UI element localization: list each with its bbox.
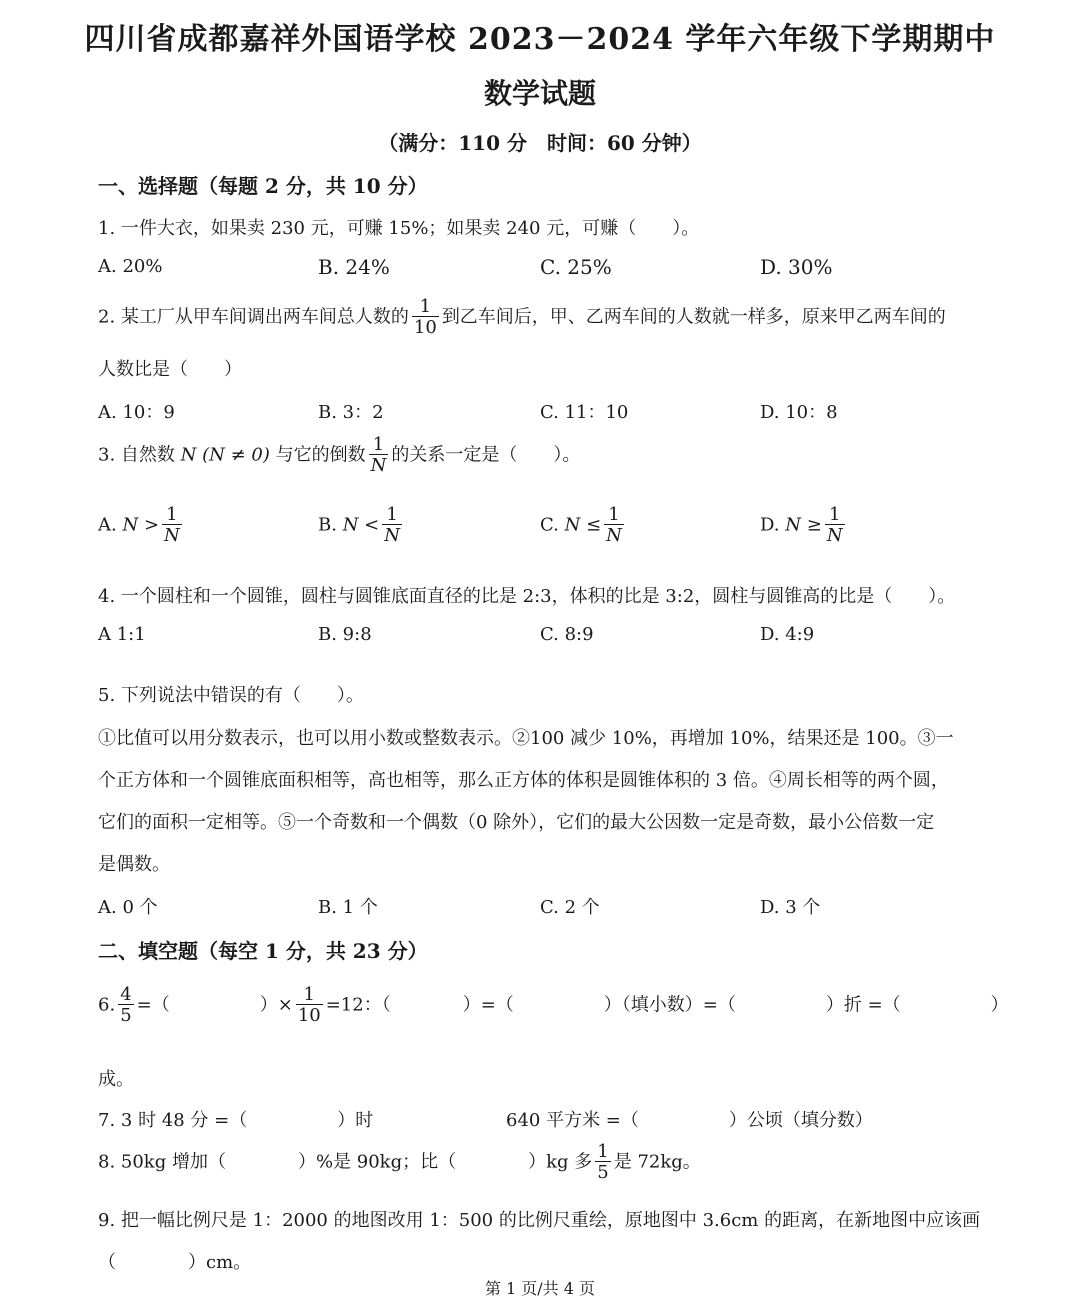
q1-option-d: D. 30% xyxy=(760,255,833,279)
q3-d-label: D. xyxy=(760,514,780,536)
q4-option-c: C. 8:9 xyxy=(540,624,594,645)
q3-c-expr: N ≤ xyxy=(564,514,602,536)
exam-title: 四川省成都嘉祥外国语学校 2023－2024 学年六年级下学期期中 xyxy=(84,22,996,57)
q8-fraction xyxy=(595,1143,610,1182)
page-footer: 第 1 页/共 4 页 xyxy=(484,1279,596,1298)
exam-subtitle: 数学试题 xyxy=(483,77,596,110)
question-9-line2: （ ）cm。 xyxy=(98,1252,252,1273)
q6-frac2-den: 10 xyxy=(297,1005,321,1026)
q4-option-a: A 1:1 xyxy=(98,624,146,645)
q2-option-a: A. 10：9 xyxy=(98,402,175,423)
q4-option-b: B. 9:8 xyxy=(318,624,372,645)
q2-option-d: D. 10：8 xyxy=(760,402,838,423)
q5-option-a: A. 0 个 xyxy=(98,897,158,918)
q5-statement-line: 个正方体和一个圆锥底面积相等，高也相等，那么正方体的体积是圆锥体积的 3 倍。④周长相等的两个圆， xyxy=(98,770,949,791)
question-1: 1. 一件大衣，如果卖 230 元，可赚 15%；如果卖 240 元，可赚（ ）。 xyxy=(98,218,700,239)
q8-text-after: 是 72kg。 xyxy=(613,1151,701,1173)
q6-frac2-num: 1 xyxy=(303,984,315,1005)
q5-option-c: C. 2 个 xyxy=(540,897,600,918)
q6-frac1-num: 4 xyxy=(120,984,132,1005)
q3-option-d xyxy=(760,506,848,545)
q5-option-d: D. 3 个 xyxy=(760,897,821,918)
q8-frac-den: 5 xyxy=(597,1162,609,1183)
q6-frac1-den: 5 xyxy=(120,1005,132,1026)
q2-text-before: 2. 某工厂从甲车间调出两车间总人数的 xyxy=(98,306,409,328)
q2-frac-den: 10 xyxy=(413,317,437,338)
q3-option-c xyxy=(540,506,627,545)
q3-a-expr: N > xyxy=(122,514,160,536)
q5-option-b: B. 1 个 xyxy=(318,897,378,918)
q5-statement-line: 它们的面积一定相等。⑤一个奇数和一个偶数（0 除外），它们的最大公因数一定是奇数，最小公倍数一定 xyxy=(98,812,935,833)
q3-a-den: N xyxy=(164,525,180,546)
q3-frac-num: 1 xyxy=(372,434,385,455)
q2-text-after: 到乙车间后，甲、乙两车间的人数就一样多，原来甲乙两车间的 xyxy=(441,306,946,328)
q3-b-den: N xyxy=(384,525,400,546)
q3-fraction xyxy=(369,436,389,475)
q6-label: 6. xyxy=(98,994,116,1016)
q4-option-d: D. 4:9 xyxy=(760,624,815,645)
question-7-left: 7. 3 时 48 分 =（ ）时 xyxy=(98,1110,374,1131)
question-5: 5. 下列说法中错误的有（ ）。 xyxy=(98,685,364,706)
question-3 xyxy=(98,436,580,475)
q3-b-fraction xyxy=(382,506,402,545)
question-2 xyxy=(98,298,946,337)
q3-d-num: 1 xyxy=(828,504,841,525)
q6-part1: =（ ）× xyxy=(136,994,293,1016)
score-info: （满分：110 分 时间：60 分钟） xyxy=(378,131,702,155)
q6-fraction-1 xyxy=(118,986,133,1025)
q1-option-a: A. 20% xyxy=(98,256,163,277)
q3-c-fraction xyxy=(604,506,624,545)
q3-c-num: 1 xyxy=(608,504,620,525)
q5-statement-line: 是偶数。 xyxy=(98,854,170,875)
q3-c-den: N xyxy=(606,525,622,546)
question-6-line2: 成。 xyxy=(98,1069,134,1090)
q2-fraction xyxy=(412,298,439,337)
q3-frac-den: N xyxy=(370,455,387,476)
q3-a-num: 1 xyxy=(166,504,178,525)
question-6 xyxy=(98,986,1009,1025)
question-8 xyxy=(98,1143,701,1182)
q6-part2: =12：（ ）=（ ）（填小数）=（ ）折 =（ ） xyxy=(325,994,1009,1016)
q8-frac-num: 1 xyxy=(597,1141,609,1162)
q5-statement-line: ①比值可以用分数表示，也可以用小数或整数表示。②100 减少 10%，再增加 10%，结果还是 100。③一 xyxy=(98,728,954,749)
question-7-right: 640 平方米 =（ ）公顷（填分数） xyxy=(506,1110,873,1131)
q3-d-den: N xyxy=(826,525,843,546)
q3-d-fraction xyxy=(825,506,845,545)
section2-heading: 二、填空题（每空 1 分，共 23 分） xyxy=(98,939,428,963)
question-9: 9. 把一幅比例尺是 1：2000 的地图改用 1：500 的比例尺重绘，原地图中 3.6cm 的距离，在新地图中应该画 xyxy=(98,1210,981,1231)
q1-option-c: C. 25% xyxy=(540,255,612,279)
q3-n-expr: N (N ≠ 0) xyxy=(180,444,270,466)
q3-option-a xyxy=(98,506,185,545)
section1-heading: 一、选择题（每题 2 分，共 10 分） xyxy=(98,174,428,198)
q3-d-expr: N ≥ xyxy=(785,514,822,536)
question-2-line2: 人数比是（ ） xyxy=(98,359,242,380)
q8-text-before: 8. 50kg 增加（ ）%是 90kg；比（ ）kg 多 xyxy=(98,1151,593,1173)
q3-text-after: 的关系一定是（ ）。 xyxy=(391,444,581,466)
question-4: 4. 一个圆柱和一个圆锥，圆柱与圆锥底面直径的比是 2:3，体积的比是 3:2，圆柱与圆锥高的比是（ ）。 xyxy=(98,586,956,607)
q2-frac-num: 1 xyxy=(419,296,432,317)
q1-option-b: B. 24% xyxy=(318,255,390,279)
q3-b-expr: N < xyxy=(342,514,380,536)
q3-a-fraction xyxy=(162,506,182,545)
q3-text-mid: 与它的倒数 xyxy=(275,444,366,466)
q6-fraction-2 xyxy=(296,986,323,1025)
q2-option-c: C. 11：10 xyxy=(540,402,629,423)
q3-c-label: C. xyxy=(540,514,559,536)
q2-option-b: B. 3：2 xyxy=(318,402,384,423)
q3-a-label: A. xyxy=(98,514,117,536)
q3-option-b xyxy=(318,506,405,545)
q3-text-before: 3. 自然数 xyxy=(98,444,175,466)
q3-b-num: 1 xyxy=(386,504,398,525)
q3-b-label: B. xyxy=(318,514,337,536)
